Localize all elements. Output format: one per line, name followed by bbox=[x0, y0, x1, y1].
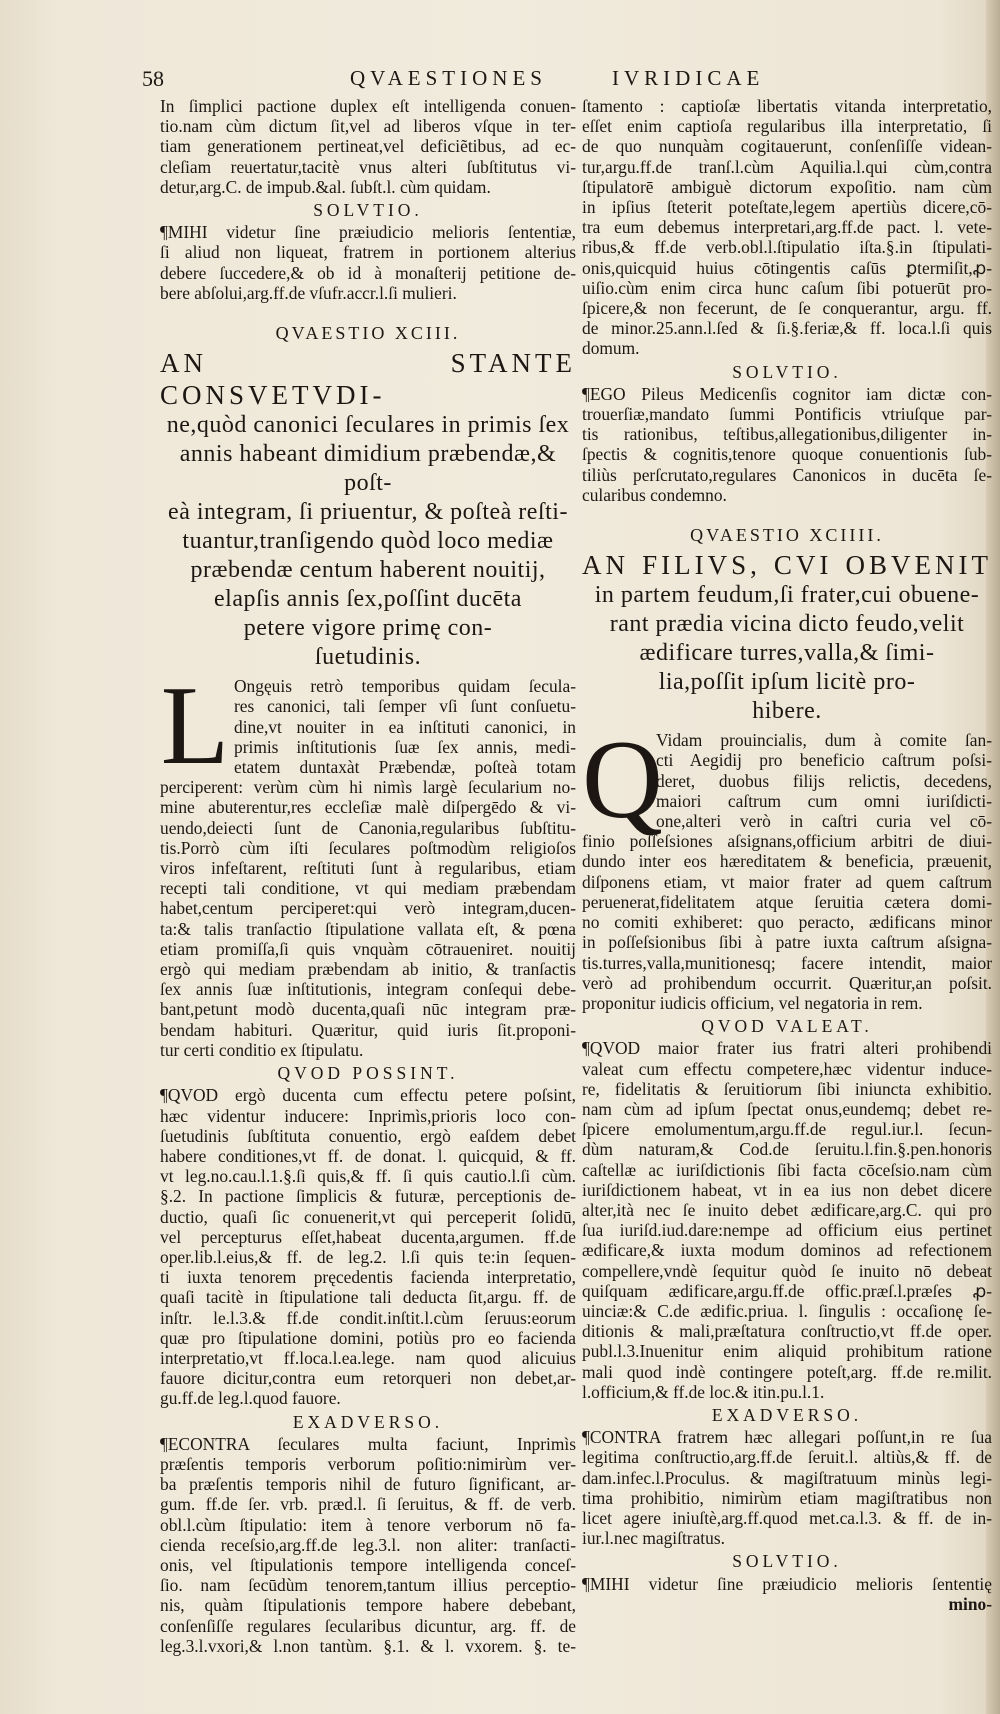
text-line: oper.lib.l.eius,& ff. de leg.2. l.ſi quis te:in ſequen- bbox=[160, 1246, 576, 1267]
solutio-paragraph bbox=[160, 222, 576, 303]
text-line: iuriſdictionem habeat, vt in ea ius non debet dicere bbox=[582, 1179, 992, 1200]
text-line: finio poſſeſsiones aſsignans,officium arbitri de diui- bbox=[582, 831, 992, 852]
text-line: bant,petunt modò ducenta,quaſi nūc integram præ- bbox=[160, 999, 576, 1020]
text-line: cleſiam reuertatur,tacitè vnus alteri ſubſtitutus vi- bbox=[160, 156, 576, 177]
text-line: perciperent: verùm cùm hi nimìs largè ſecularium no- bbox=[160, 777, 576, 798]
text-line: conſenſiſſe regulares ſecularibus dicuntur, arg. ff. de bbox=[160, 1615, 576, 1636]
quaestio-number: QVAESTIO XCIII. bbox=[275, 323, 461, 344]
title-line: eà integram, ſi priuentur, & poſteà reſti- bbox=[168, 499, 568, 526]
text-line: ¶ECONTRA ſeculares multa faciunt, Inprimìs bbox=[160, 1433, 576, 1454]
text-line: etatem duntaxàt Præbendæ, poſteà totam bbox=[234, 757, 576, 778]
exadverso-heading: EXADVERSO. bbox=[711, 1404, 863, 1425]
intro-paragraph bbox=[582, 96, 992, 359]
title-line: elapſis annis ſex,poſſint ducēta bbox=[214, 586, 522, 613]
solutio-heading: SOLVTIO. bbox=[732, 361, 842, 382]
text-line: nis, quàm ſtipulationis tempore habere debebant, bbox=[160, 1595, 576, 1616]
text-line: bendam habituri. Quæritur, quid iuris ſit.proponi- bbox=[160, 1019, 576, 1040]
running-head-left: QVAESTIONES bbox=[350, 66, 547, 90]
text-line: tur certi conditio ex ſtipulatu. bbox=[160, 1039, 364, 1060]
text-line: gum. ff.de ſer. vrb. præd.l. ſi ſeruitus, & ff. de verb. bbox=[160, 1494, 576, 1515]
text-line: one,alteri verò in caſtri curia vel cō- bbox=[656, 811, 992, 832]
text-line: ¶EGO Pileus Medicenſis cognitor iam dictæ con- bbox=[582, 383, 992, 404]
text-line: ditionis & mali,præſtatura conſtructio,vt ff.de oper. bbox=[582, 1321, 992, 1342]
text-line: caſtellæ ac iuriſdictionis ſibi facta cōceſsio.nam cùm bbox=[582, 1159, 992, 1180]
text-line: ribus,& ff.de verb.obl.l.ſtipulatio iſta.§.in ſtipulati- bbox=[582, 237, 992, 258]
text-line: quæ pro ſtipulatione domini, potiùs pro eo facienda bbox=[160, 1327, 576, 1348]
solutio-heading: SOLVTIO. bbox=[313, 200, 423, 221]
text-line: ſio. nam ſecūdùm tenorem,tantum illius perceptio- bbox=[160, 1575, 576, 1596]
text-line: bere abſolui,arg.ff.de vſufr.accr.l.ſi mulieri. bbox=[160, 282, 457, 303]
final-solutio-heading: SOLVTIO. bbox=[732, 1551, 842, 1572]
text-line: interpretatio,vt ff.loca.l.ea.lege. nam quod alicuius bbox=[160, 1347, 576, 1368]
title-line: annis habeant dimidium præbendæ,& poſt- bbox=[179, 441, 557, 497]
text-line: eſſet enim captioſa regularibus illa interpretatio, ſi bbox=[582, 116, 992, 137]
text-line: etiam promiſſa,ſi quis vnquàm cōtraueniret. nouitij bbox=[160, 938, 576, 959]
text-line: ta:& talis tranſactio ſtipulatione vallata eſt, & pœna bbox=[160, 918, 576, 939]
text-line: deret, duobus filijs relictis, decedens, bbox=[656, 770, 992, 791]
text-line: recepti tali conditione, vt qui mediam præbendam bbox=[160, 878, 576, 899]
left-column bbox=[160, 96, 576, 1656]
text-line: tra eum debemus interpretari,arg.ff.de pact. l. vete- bbox=[582, 217, 992, 238]
text-line: tis.turres,valla,munitionesq; facere intendit, maior bbox=[582, 952, 992, 973]
exadverso-heading: EXADVERSO. bbox=[292, 1411, 444, 1432]
quod-valeat-paragraph bbox=[582, 1038, 992, 1402]
text-line: detur,arg.C. de impub.&al. ſubſt.l. cùm quidam. bbox=[160, 176, 491, 197]
text-line: tis.Porrò cùm iſti ſeculares poſtmodùm religioſos bbox=[160, 837, 576, 858]
quaestio-title bbox=[160, 347, 576, 672]
title-line: in partem feudum,ſi frater,cui obuene- bbox=[594, 582, 980, 609]
text-line: de quo nunquàm cogitauerunt, conſenſiſſe videan- bbox=[582, 136, 992, 157]
text-line: ſua iuriſd.iud.dare:nempe ad officium eius pertinet bbox=[582, 1220, 992, 1241]
text-line: debere ſuccedere,& ob id à monaſterij petitione de- bbox=[160, 262, 576, 283]
text-line: iur.l.nec magiſtratus. bbox=[582, 1528, 725, 1549]
text-line: obl.l.cùm ſtipulatio: item à tenore verborum nō fa- bbox=[160, 1514, 576, 1535]
text-line: hæc videntur inducere: Inprimìs,prioris loco con- bbox=[160, 1105, 576, 1126]
exadverso-paragraph bbox=[582, 1427, 992, 1548]
text-line: quiſquam ædificare,argu.ff.de offic.præſ.l.præſes ꝓ- bbox=[582, 1280, 992, 1301]
title-line: præbendæ centum haberent nouitij, bbox=[190, 557, 546, 584]
text-line: ¶MIHI videtur ſine præiudicio melioris ſententię bbox=[582, 1573, 992, 1594]
text-line: in poſſeſsionibus ſibi à patre iuxta caſtrum aſsigna- bbox=[582, 932, 992, 953]
text-line: viros infeſtarent, reſtituti ſunt à regularibus, etiam bbox=[160, 858, 576, 879]
text-line: quaſi tacitè in ſtipulatione tali deducta ſit,argu. ff. de bbox=[160, 1287, 576, 1308]
text-line: dundo inter eos hæreditatem & beneficia, præuenit, bbox=[582, 851, 992, 872]
text-line: leg.3.l.vxori,& l.non tantùm. §.1. & l. vxorem. §. te- bbox=[160, 1635, 576, 1656]
title-line: ſuetudinis. bbox=[314, 644, 422, 671]
text-line: re, fidelitatis & ſeruitiorum ſibi iniuncta exhibitio. bbox=[582, 1078, 992, 1099]
text-line: Vidam prouincialis, dum à comite ſan- bbox=[656, 730, 992, 751]
text-line: tio.nam cùm dictum ſit,vel ad liberos vſque in ter- bbox=[160, 116, 576, 137]
text-line: ſpectis & cognitis,tenore quoque conuentionis ſub- bbox=[582, 444, 992, 465]
text-line: cularibus condemno. bbox=[582, 484, 727, 505]
text-line: mine abuterentur,res eccleſiæ malè diſpergēdo & vi- bbox=[160, 797, 576, 818]
intro-paragraph bbox=[160, 96, 576, 197]
body-paragraph bbox=[160, 664, 576, 1060]
quod-possint-heading: QVOD POSSINT. bbox=[277, 1063, 459, 1084]
text-line: in ipſius ſteterit poteſtate,legem apertiùs dicere,cō- bbox=[582, 197, 992, 218]
text-line: trouerſiæ,mandato ſummi Pontificis vtriuſque par- bbox=[582, 404, 992, 425]
text-line: tiam generationem pertineat,vel deficiẽtibus, ad ec- bbox=[160, 136, 576, 157]
text-line: cienda receſsio,arg.ff.de leg.3.l. non aliter: tranſacti- bbox=[160, 1534, 576, 1555]
title-line: petere vigore primę con- bbox=[243, 615, 493, 642]
text-line: vel percepturus eſſet,habeat ducenta,argumen. ff.de bbox=[160, 1226, 576, 1247]
text-line: onis, vel ſtipulationis tempore intelligenda conceſ- bbox=[160, 1554, 576, 1575]
text-line: Ongęuis retrò temporibus quidam ſecula- bbox=[234, 676, 576, 697]
text-line: ſtipulatorē ambiguè dictorum expoſitio. nam cùm bbox=[582, 176, 992, 197]
title-line: lia,poſſit ipſum licitè pro- bbox=[658, 669, 916, 696]
text-line: compellere,vndè ſequitur quòd ſe inuito nō debeat bbox=[582, 1260, 992, 1281]
catchword: mino- bbox=[948, 1593, 992, 1614]
text-line: ¶MIHI videtur ſine præiudicio melioris ſententiæ, bbox=[160, 222, 576, 243]
text-line: alter,ità nec ſe inuito debet ædificare,arg.C. qui pro bbox=[582, 1199, 992, 1220]
text-line: inſtr. le.l.3.& ff.de condit.inſtit.l.cùm ſeruus:eorum bbox=[160, 1307, 576, 1328]
text-line: habet,centum perciperet:qui verò integram,ducen- bbox=[160, 898, 576, 919]
text-line: In ſimplici pactione duplex eſt intelligenda conuen- bbox=[160, 96, 576, 116]
text-line: ¶CONTRA fratrem hæc allegari poſſunt,in re ſua bbox=[582, 1427, 992, 1448]
text-line: uinciæ:& C.de ædific.priua. l. ſingulis : occaſionę ſe- bbox=[582, 1300, 992, 1321]
text-line: tur,argu.ff.de tranſ.l.cùm Aquilia.l.qui cùm,contra bbox=[582, 156, 992, 177]
text-line: gu.ff.de leg.l.quod fauore. bbox=[160, 1388, 341, 1409]
text-line: legitima conſtructio,arg.ff.de ſeruit.l. altiùs,& ff. de bbox=[582, 1447, 992, 1468]
quaestio-number: QVAESTIO XCIIII. bbox=[690, 525, 884, 546]
text-line: uendo,deiecti ſunt de Canonia,regularibus ſubſtitu- bbox=[160, 817, 576, 838]
title-line: tuantur,tranſigendo quòd loco mediæ bbox=[182, 528, 554, 555]
text-line: peruenerat,fidelitatem atque ſeruitia cætera domi- bbox=[582, 891, 992, 912]
text-line: §.2. In pactione ſimplicis & futuræ, perceptionis de- bbox=[160, 1186, 576, 1207]
text-line: ædificare,& iuxta modum dominos ad refectionem bbox=[582, 1240, 992, 1261]
text-line: ſpicere emolumentum,argu.ff.de regul.iur.l. ſecun- bbox=[582, 1119, 992, 1140]
text-line: dùm naturam,& Cod.de ſeruitu.l.fin.§.pen.honoris bbox=[582, 1139, 992, 1160]
right-column bbox=[582, 96, 992, 1614]
title-line: rant prædia vicina dicto feudo,velit bbox=[609, 611, 965, 638]
text-line: cti Aegidij pro beneficio caſtrum poſsi- bbox=[656, 750, 992, 771]
title-line: ne,quòd canonici ſeculares in primis ſex bbox=[166, 412, 570, 439]
text-line: ba præſentis temporis nihil de futuro ſignificant, ar- bbox=[160, 1474, 576, 1495]
text-line: ductio, quaſi ſic conuenerit,vt qui perceperit ſolidū, bbox=[160, 1206, 576, 1227]
title-line: AN FILIVS, CVI OBVENIT bbox=[582, 550, 992, 581]
quod-valeat-heading: QVOD VALEAT. bbox=[701, 1016, 873, 1037]
text-line: fauore dicitur,contra eum retorqueri non debet,ar- bbox=[160, 1368, 576, 1389]
text-line: dam.infec.l.Proculus. & magiſtratuum minùs legi- bbox=[582, 1467, 992, 1488]
text-line: diſponens etiam, vt maior frater ad quem caſtrum bbox=[582, 871, 992, 892]
text-line: ſpicere,& non fecerunt, de ſe conquerantur, argu. ff. bbox=[582, 298, 992, 319]
text-line: ſuetudinis ſubſtituta conuentio, ergò eaſdem debet bbox=[160, 1125, 576, 1146]
text-line: uiſio.cùm enim circa hunc caſum ſibi potuerūt pro- bbox=[582, 277, 992, 298]
text-line: ergò qui mediam præbendam ab initio, & tranſactis bbox=[160, 959, 576, 980]
text-line: de minor.25.ann.l.ſed & ſi.§.feriæ,& ff. loca.l.ſi quis bbox=[582, 318, 992, 339]
text-line: ti iuxta tenorem pręcedentis facienda interpretatio, bbox=[160, 1267, 576, 1288]
text-line: no comiti exhiberet: quo peracto, ædificans minor bbox=[582, 912, 992, 933]
text-line: mali quod indè contingere poteſt,arg. ff.de re.milit. bbox=[582, 1361, 992, 1382]
page-number: 58 bbox=[142, 66, 164, 91]
text-line: verò ad prohibendum occurrit. Quæritur,an poſsit. bbox=[582, 972, 992, 993]
text-line: dine,vt nouiter in ea inſtituti canonici, in bbox=[234, 716, 576, 737]
exadverso-paragraph bbox=[160, 1434, 576, 1656]
text-line: ſi aliud non liqueat, fratrem in portionem alterius bbox=[160, 242, 576, 263]
text-line: præſentis temporis verborum poſitio:nimirùm ver- bbox=[160, 1453, 576, 1474]
title-line: hibere. bbox=[752, 698, 822, 725]
text-line: tiliùs perſcrutato,regulares Canonicos in ducēta ſe- bbox=[582, 464, 992, 485]
text-line: ¶QVOD maior frater ius fratri alteri prohibendi bbox=[582, 1038, 992, 1059]
text-line: nam cùm ad ipſum ſpectat onus,eundemq; debet re- bbox=[582, 1098, 992, 1119]
body-paragraph bbox=[582, 718, 992, 1013]
text-line: proponitur iudicis officium, vel negatoria in rem. bbox=[582, 992, 923, 1013]
text-line: onis,quicquid huius cōtingentis caſūs ꝑtermiſit,ꝓ- bbox=[582, 257, 992, 278]
text-line: valeat cum effectu competere,hæc videntur induce- bbox=[582, 1058, 992, 1079]
title-line: AN STANTE CONSVETVDI- bbox=[160, 348, 576, 411]
text-line: res canonici, tali ſemper vſi ſunt conſuetu- bbox=[234, 696, 576, 717]
text-line: domum. bbox=[582, 338, 640, 359]
text-line: tima prohibitio, nimirùm etiam magiſtratibus non bbox=[582, 1487, 992, 1508]
quaestio-title bbox=[582, 549, 992, 726]
text-line: licet agere iniuſtè,arg.ff.quod met.ca.l.3. & ff. de in- bbox=[582, 1507, 992, 1528]
text-line: publ.l.3.Inuenitur enim aliquid prohibitum ratione bbox=[582, 1341, 992, 1362]
drop-cap-letter: L bbox=[160, 664, 230, 789]
title-line: ædificare turres,valla,& ſimi- bbox=[639, 640, 935, 667]
text-line: maiori caſtrum cum omni iuriſdicti- bbox=[656, 790, 992, 811]
final-solutio-paragraph bbox=[582, 1574, 992, 1614]
text-line: ¶QVOD ergò ducenta cum effectu petere poſsint, bbox=[160, 1085, 576, 1106]
solutio-paragraph bbox=[582, 384, 992, 505]
text-line: ſex annis ſuæ inſtitutionis, integram conſequi debe- bbox=[160, 979, 576, 1000]
text-line: ſtamento : captioſæ libertatis vitanda interpretatio, bbox=[582, 96, 992, 116]
text-line: l.officium,& ff.de loc.& itin.pu.l.1. bbox=[582, 1381, 825, 1402]
running-head-right: IVRIDICAE bbox=[612, 66, 765, 90]
text-line: primis inſtitutionis ſuæ ſex annis, medi- bbox=[234, 736, 576, 757]
text-line: vt leg.no.cau.l.1.§.ſi quis,& ff. ſi quis cautio.l.ſi cùm. bbox=[160, 1166, 576, 1187]
drop-cap-letter: Q bbox=[582, 718, 663, 843]
text-line: tis rationibus, teſtibus,allegationibus,diligenter in- bbox=[582, 424, 992, 445]
quod-possint-paragraph bbox=[160, 1085, 576, 1408]
text-line: habere conditiones,vt ff. de donat. l. quicquid, & ff. bbox=[160, 1145, 576, 1166]
